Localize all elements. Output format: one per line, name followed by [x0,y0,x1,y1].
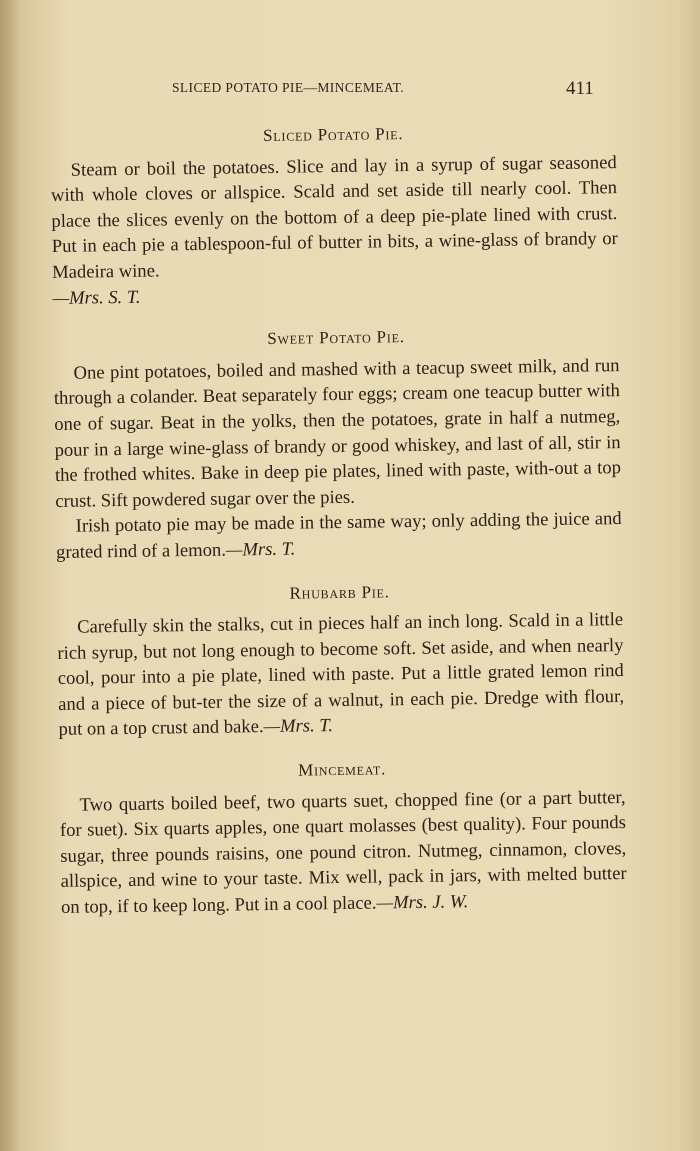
page-content [50,110,627,938]
recipe-title: Rhubarb Pie. [289,581,390,603]
recipe-rhubarb-pie [56,576,624,743]
binding-gutter [0,0,20,1151]
recipe-paragraph: Two quarts boiled beef, two quarts suet, chopped fine (or a part butter, for suet). Six quarts apples, one quart molasses (best quality). Four pounds sugar, three pounds raisins, one pound citron. Nutmeg, cinnamon, cloves, allspice, and wine to your taste. Mix well, pack in jars, with melted butter on top, if to keep long. Put in a cool place.—Mrs. J. W. [59,786,627,918]
recipe-attribution: —Mrs. S. T. [52,286,141,309]
recipe-attribution: —Mrs. J. W. [376,891,469,914]
recipe-sliced-potato-pie [50,118,619,311]
recipe-paragraph: Carefully skin the stalks, cut in pieces half an inch long. Scald in a little rich syrup, but not long enough to become soft. Set aside, and when nearly cool, pour into a pie plate, lined with paste. Put a little grated lemon rind and a piece of but-ter the size of a walnut, in each pie. Dredge with flour, put on a top crust and bake.—Mrs. T. [57,609,625,741]
recipe-sweet-potato-pie [53,321,622,565]
page-number: 411 [566,78,594,99]
recipe-title: Mincemeat. [297,759,387,780]
recipe-attribution: —Mrs. T. [263,715,334,738]
recipe-paragraph: One pint potatoes, boiled and mashed with a teacup sweet milk, and run through a colander. Beat separately four eggs; cream one teacup butter with one of sugar. Beat in the yolks, then the potatoes, grate in half a nutmeg, pour in a large wine-glass of brandy or good whiskey, and last of all, stir in the frothed whites. Bake in deep pie plates, lined with paste, with-out a top crust. Sift powdered sugar over the pies. [53,354,622,512]
recipe-paragraph: Irish potato pie may be made in the same way; only adding the juice and grated rind of a lemon.—Mrs. T. [55,508,622,563]
recipe-attribution: —Mrs. T. [225,538,296,561]
running-head: SLICED POTATO PIE—MINCEMEAT. [172,80,404,95]
recipe-paragraph: Steam or boil the potatoes. Slice and lay in a syrup of sugar seasoned with whole cloves or allspice. Scald and set aside till nearly cool. Then place the slices evenly on the bottom of a deep pie-plate lined with crust. Put in each pie a tablespoon-ful of butter in bits, a wine-glass of brandy or Madeira wine. —Mrs. S. T. [50,151,618,309]
recipe-title: Sliced Potato Pie. [262,124,404,146]
recipe-title: Sweet Potato Pie. [267,327,405,349]
recipe-mincemeat [59,753,627,920]
